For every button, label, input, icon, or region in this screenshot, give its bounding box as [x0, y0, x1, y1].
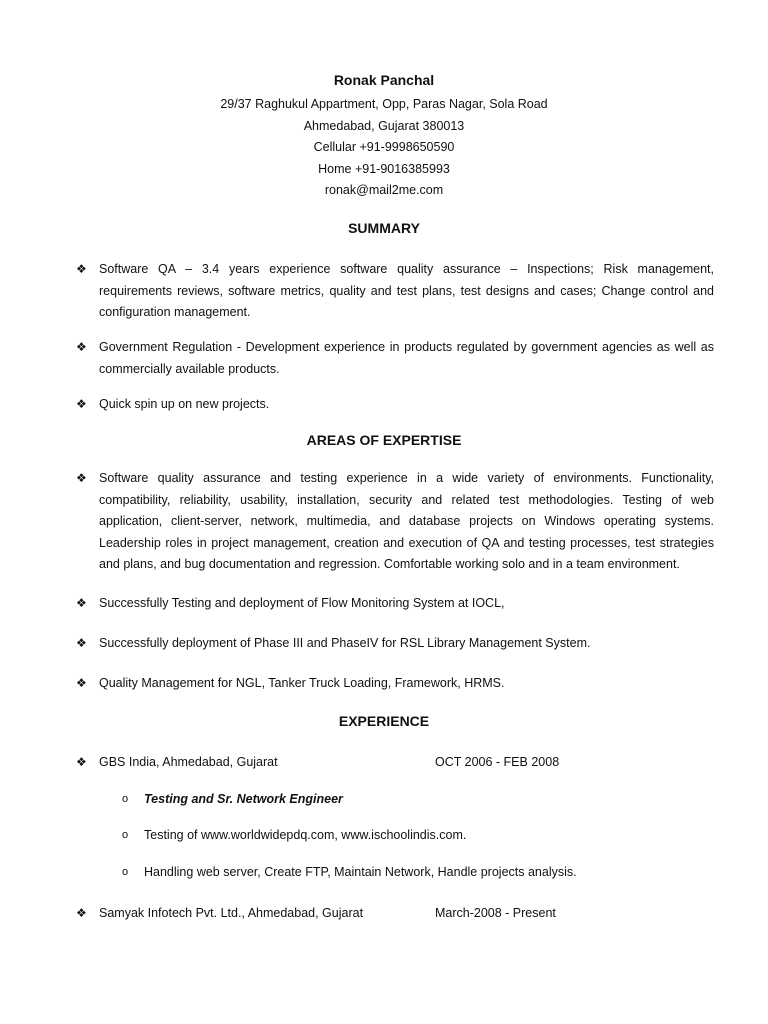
- home-phone: Home +91-9016385993: [318, 162, 450, 176]
- expertise-item: [76, 593, 714, 615]
- summary-heading: SUMMARY: [348, 220, 420, 236]
- email-address: ronak@mail2me.com: [324, 183, 444, 197]
- summary-item-text: Software QA – 3.4 years experience software quality assurance – Inspections; Risk management, requirements reviews, software metrics, quality and test plans, test designs and cases; Change control and configuration management.: [99, 262, 714, 319]
- summary-item: [76, 394, 714, 416]
- diamond-bullet-icon: ❖: [76, 636, 87, 650]
- expertise-item-text: Software quality assurance and testing experience in a wide variety of environments. Functionality, compatibility, reliability, usability, installation, security and related test methodologies. Testing of web application, client-server, network, multimedia, and database projects on Windows operating systems. Leadership roles in project management, creation and execution of QA and testing processes, test strategies and plans, and bug documentation and regression. Comfortable working solo and in a team environment.: [99, 471, 714, 571]
- diamond-bullet-icon: ❖: [76, 397, 87, 411]
- job-entry: [76, 752, 714, 774]
- address-line-2: Ahmedabad, Gujarat 380013: [303, 119, 465, 133]
- job-entry: [76, 903, 714, 925]
- expertise-item-text: Successfully Testing and deployment of Flow Monitoring System at IOCL,: [99, 596, 505, 610]
- expertise-item: [76, 468, 714, 578]
- diamond-bullet-icon: ❖: [76, 906, 87, 920]
- job-dates: OCT 2006 - FEB 2008: [435, 755, 560, 769]
- expertise-item: [76, 633, 714, 655]
- diamond-bullet-icon: ❖: [76, 340, 87, 354]
- summary-item: [76, 259, 714, 325]
- circle-o-bullet-icon: o: [122, 866, 129, 878]
- summary-item: [76, 337, 714, 381]
- diamond-bullet-icon: ❖: [76, 262, 87, 276]
- summary-item-text: Quick spin up on new projects.: [99, 397, 270, 411]
- expertise-heading: AREAS OF EXPERTISE: [306, 432, 462, 448]
- job-company: Samyak Infotech Pvt. Ltd., Ahmedabad, Gujarat: [99, 906, 364, 920]
- experience-heading: EXPERIENCE: [338, 713, 430, 729]
- summary-item-text: Government Regulation - Development experience in products regulated by government agencies as well as commercially available products.: [99, 340, 714, 376]
- job-detail: Testing of www.worldwidepdq.com, www.ischoolindis.com.: [144, 828, 467, 842]
- diamond-bullet-icon: ❖: [76, 596, 87, 610]
- address-line-1: 29/37 Raghukul Appartment, Opp, Paras Nagar, Sola Road: [220, 97, 548, 111]
- diamond-bullet-icon: ❖: [76, 676, 87, 690]
- candidate-name: Ronak Panchal: [333, 72, 435, 88]
- circle-o-bullet-icon: o: [122, 793, 129, 805]
- cellular-phone: Cellular +91-9998650590: [313, 140, 455, 154]
- job-detail: Handling web server, Create FTP, Maintain Network, Handle projects analysis.: [144, 865, 577, 879]
- job-company: GBS India, Ahmedabad, Gujarat: [99, 755, 278, 769]
- expertise-item-text: Successfully deployment of Phase III and PhaseIV for RSL Library Management System.: [99, 636, 591, 650]
- expertise-item: [76, 673, 714, 695]
- diamond-bullet-icon: ❖: [76, 471, 87, 485]
- expertise-item-text: Quality Management for NGL, Tanker Truck Loading, Framework, HRMS.: [99, 676, 505, 690]
- circle-o-bullet-icon: o: [122, 829, 129, 841]
- job-dates: March-2008 - Present: [435, 906, 556, 920]
- diamond-bullet-icon: ❖: [76, 755, 87, 769]
- job-role: Testing and Sr. Network Engineer: [144, 792, 343, 806]
